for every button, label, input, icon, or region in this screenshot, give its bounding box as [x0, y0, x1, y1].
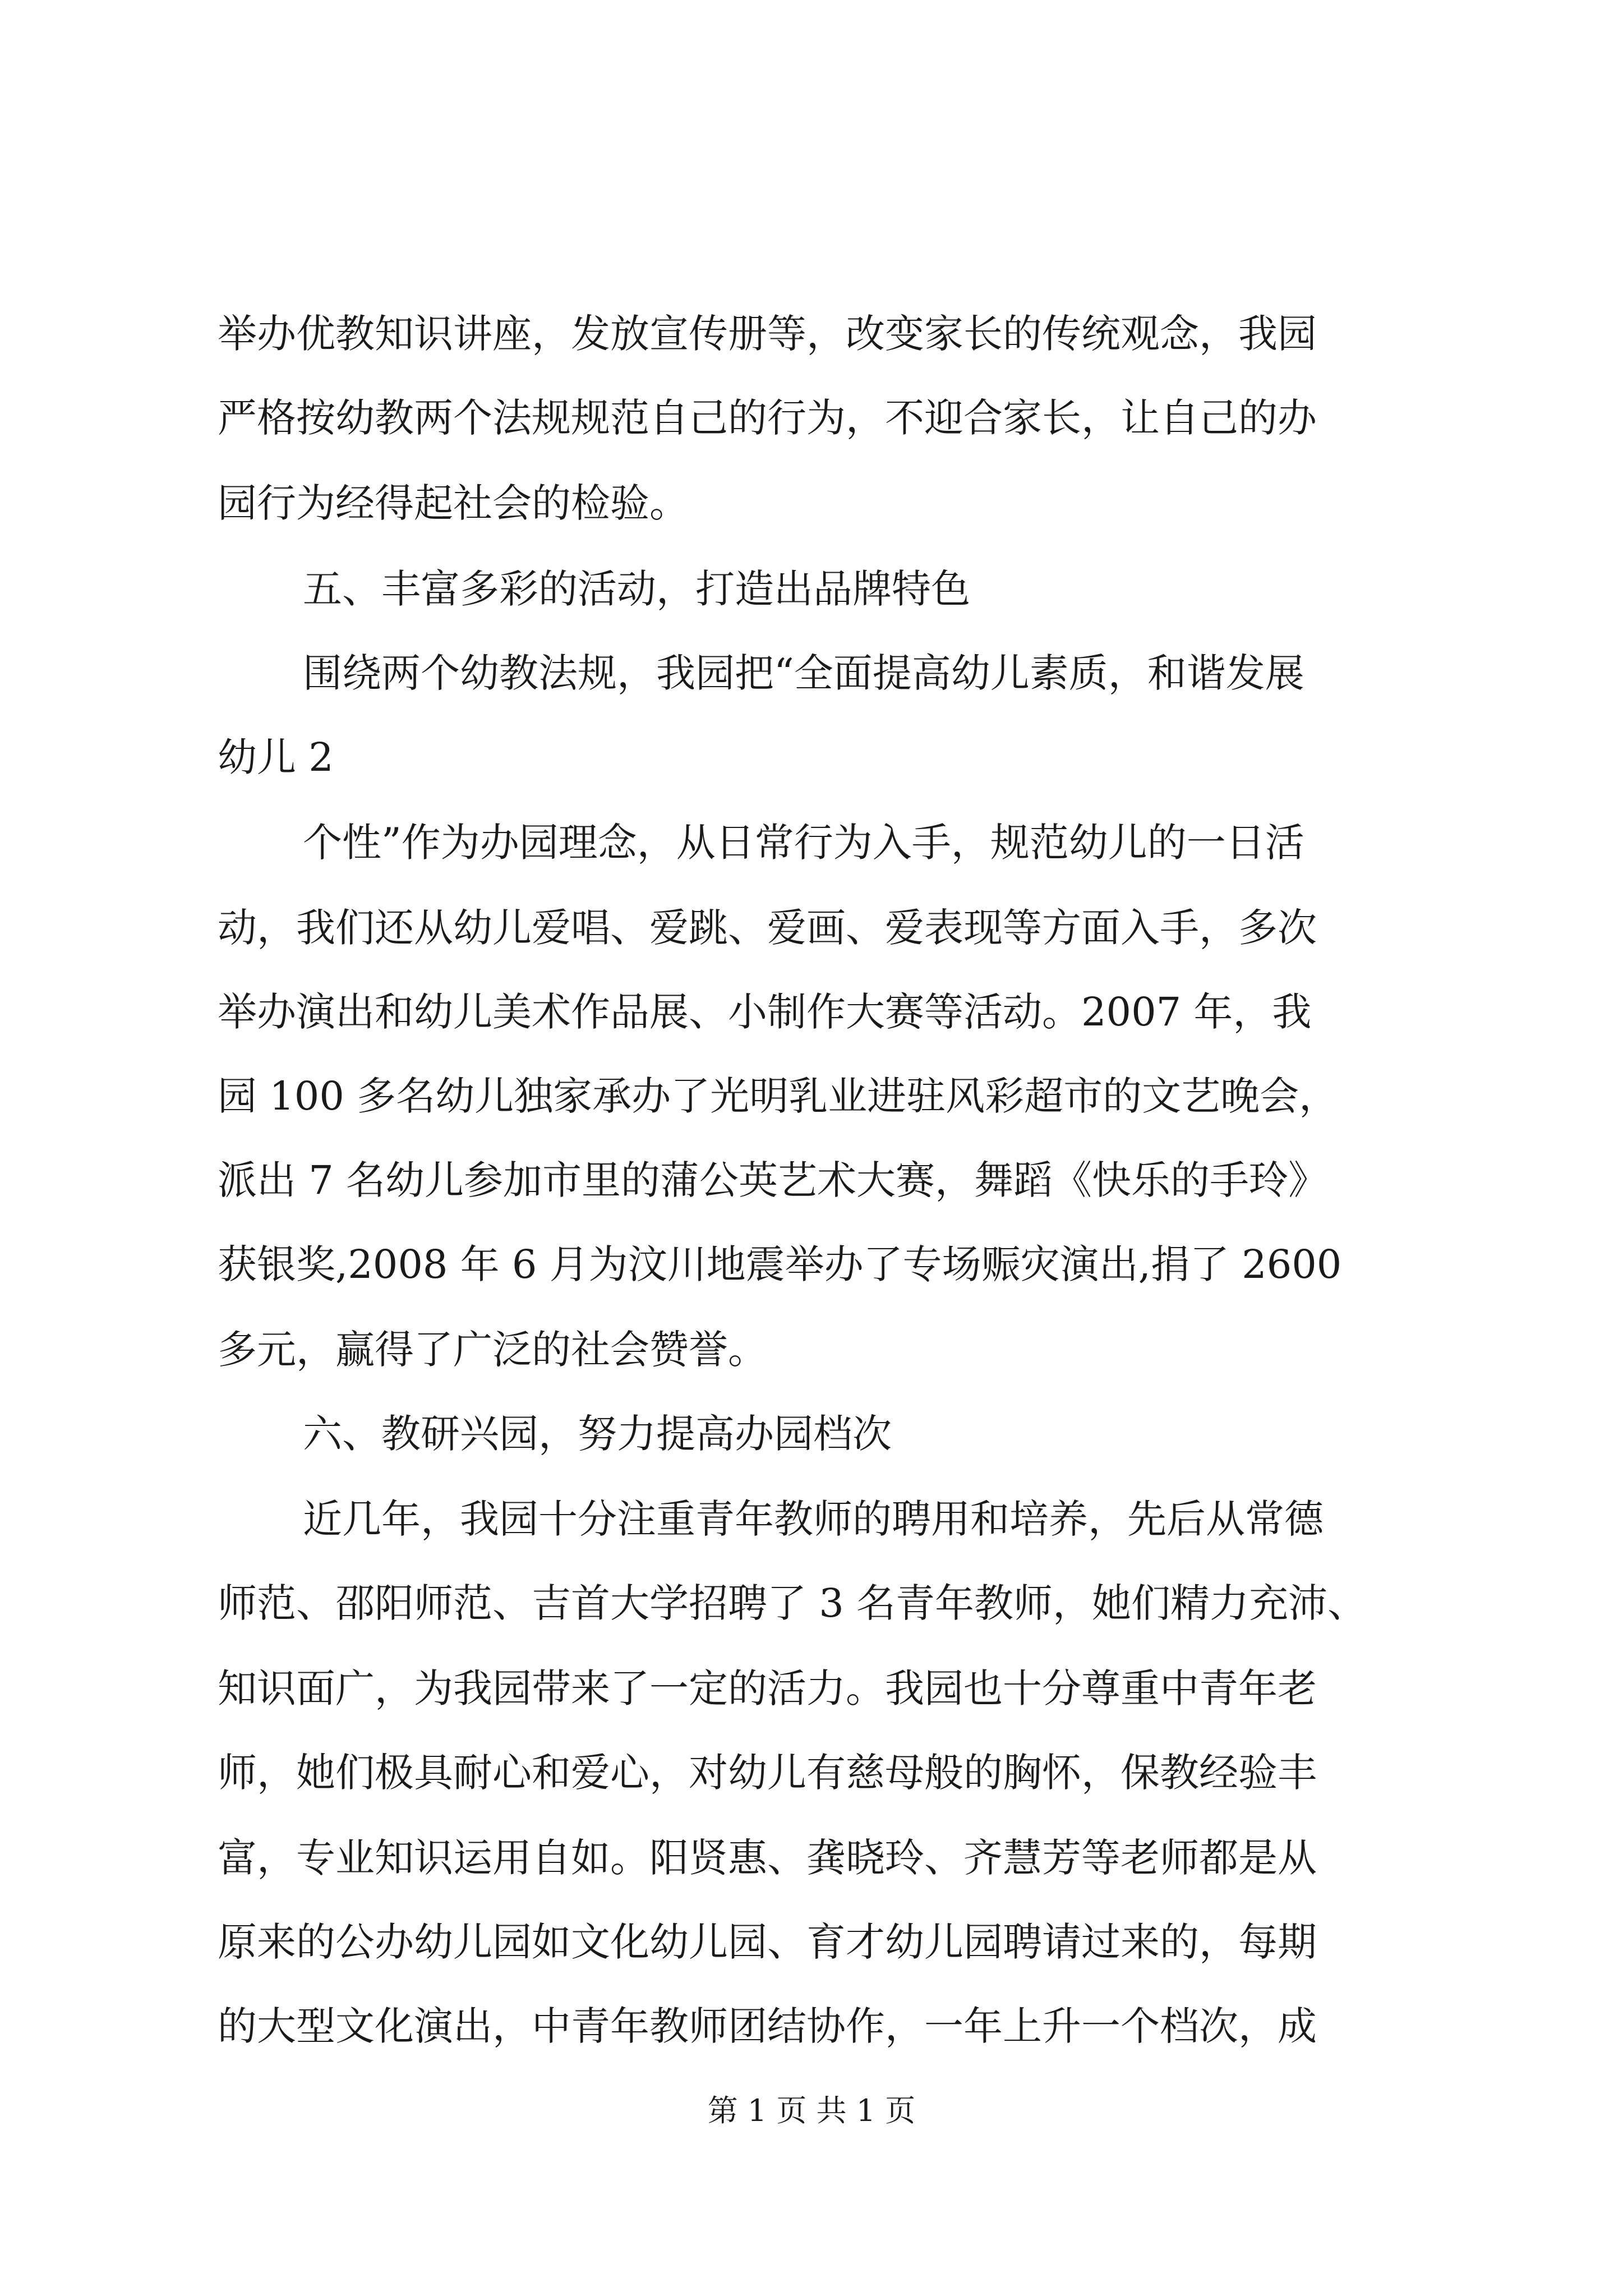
body-line: 派出 7 名幼儿参加市里的蒲公英艺术大赛，舞蹈《快乐的手玲》 [218, 1157, 1328, 1203]
body-line: 近几年，我园十分注重青年教师的聘用和培养，先后从常德 [303, 1496, 1324, 1542]
body-line: 动，我们还从幼儿爱唱、爱跳、爱画、爱表现等方面入手，多次 [218, 905, 1317, 951]
body-line: 获银奖,2008 年 6 月为汶川地震举办了专场赈灾演出,捐了 2600 [218, 1241, 1342, 1287]
body-line: 园 100 多名幼儿独家承办了光明乳业进驻风彩超市的文艺晚会， [218, 1073, 1339, 1119]
body-line: 多元，赢得了广泛的社会赞誉。 [218, 1327, 767, 1373]
page-number-footer: 第 1 页 共 1 页 [707, 2093, 916, 2128]
body-line: 富，专业知识运用自如。阳贤惠、龚晓玲、齐慧芳等老师都是从 [218, 1835, 1317, 1881]
body-line: 幼儿 2 [218, 734, 334, 780]
body-line: 举办演出和幼儿美术作品展、小制作大赛等活动。2007 年，我 [218, 989, 1312, 1035]
section-heading: 六、教研兴园，努力提高办园档次 [303, 1411, 892, 1457]
body-line: 师范、邵阳师范、吉首大学招聘了 3 名青年教师，她们精力充沛、 [218, 1580, 1367, 1626]
body-line: 围绕两个幼教法规，我园把“全面提高幼儿素质，和谐发展 [303, 650, 1304, 696]
body-line: 举办优教知识讲座，发放宣传册等，改变家长的传统观念，我园 [218, 311, 1317, 357]
body-line: 师，她们极具耐心和爱心，对幼儿有慈母般的胸怀，保教经验丰 [218, 1750, 1317, 1796]
body-line: 严格按幼教两个法规规范自己的行为，不迎合家长，让自己的办 [218, 395, 1317, 441]
body-line: 原来的公办幼儿园如文化幼儿园、育才幼儿园聘请过来的，每期 [218, 1919, 1317, 1965]
body-line: 知识面广，为我园带来了一定的活力。我园也十分尊重中青年老 [218, 1665, 1317, 1711]
body-line: 个性”作为办园理念，从日常行为入手，规范幼儿的一日活 [303, 820, 1304, 866]
section-heading: 五、丰富多彩的活动，打造出品牌特色 [303, 566, 970, 612]
body-line: 园行为经得起社会的检验。 [218, 480, 689, 526]
body-line: 的大型文化演出，中青年教师团结协作，一年上升一个档次，成 [218, 2003, 1317, 2049]
